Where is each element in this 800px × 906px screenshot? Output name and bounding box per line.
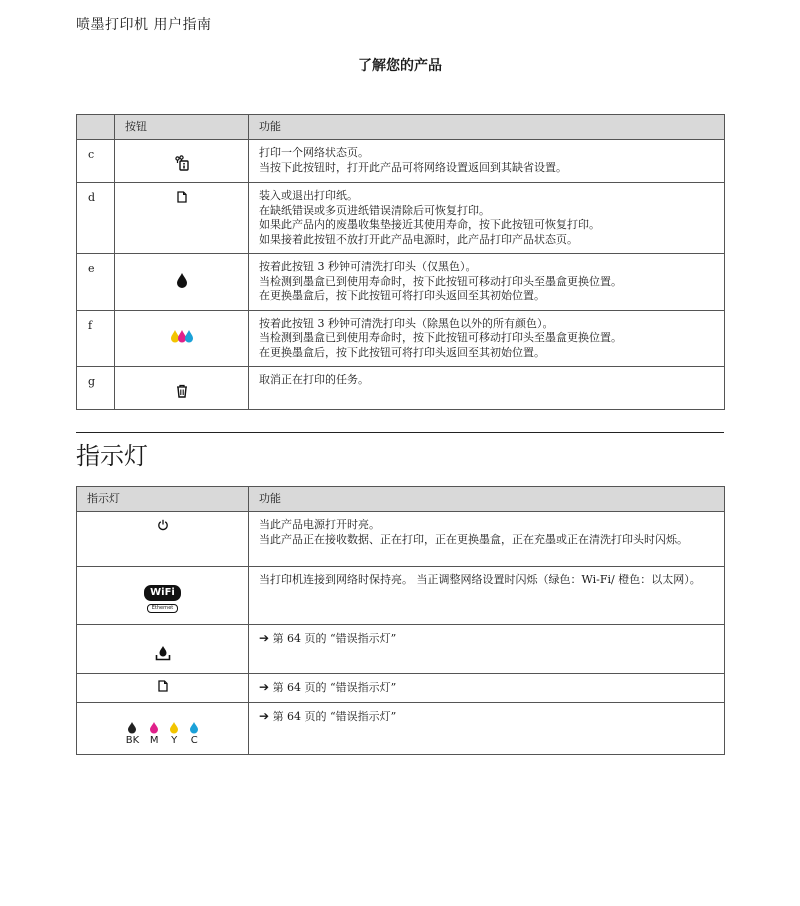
cancel-trash-icon (176, 384, 188, 398)
section-divider (76, 432, 724, 433)
column-header: 功能 (249, 115, 725, 140)
arrow-right-icon: ➔ (259, 680, 270, 694)
black-ink-drop-icon (176, 272, 188, 288)
function-line: 当检测到墨盒已到使用寿命时，按下此按钮可移动打印头至墨盒更换位置。 (259, 274, 622, 288)
wifi-ethernet-icon (78, 585, 247, 613)
ink-drop-icon (169, 721, 179, 734)
function-line: 当此产品正在接收数据、正在打印，正在更换墨盒，正在充墨或正在清洗打印头时闪烁。 (259, 532, 688, 546)
cross-reference-link[interactable]: 第 64 页的 “错误指示灯” (272, 709, 397, 723)
ink-c (189, 721, 199, 749)
arrow-right-icon: ➔ (259, 631, 270, 645)
paper-icon (177, 191, 187, 203)
paper-icon (158, 680, 168, 692)
ethernet-label: Ethernet (151, 604, 174, 611)
function-line: 如果接着此按钮不放打开此产品电源时，此产品打印产品状态页。 (259, 232, 578, 246)
power-icon (157, 519, 169, 531)
function-line: 装入或退出打印纸。 (259, 189, 358, 202)
function-line: 如果此产品内的废墨收集垫接近其使用寿命，按下此按钮可恢复打印。 (259, 218, 600, 231)
function-line: 在更换墨盒后，按下此按钮可将打印头返回至其初始位置。 (259, 345, 545, 359)
ink-levels-icon (78, 721, 247, 749)
table-row (77, 674, 725, 703)
table-row (77, 512, 725, 567)
row-letter: d (77, 183, 115, 254)
function-line: 当打印机连接到网络时保持亮。 当正调整网络设置时闪烁（绿色：Wi-Fi/ 橙色：以太网）。 (259, 573, 701, 586)
ink-label: M (149, 735, 159, 747)
table-row (77, 183, 725, 254)
arrow-right-icon: ➔ (259, 708, 270, 723)
indicators-heading: 指示灯 (76, 442, 148, 470)
function-line: 当检测到墨盒已到使用寿命时，按下此按钮可移动打印头至墨盒更换位置。 (259, 331, 622, 344)
table-row (77, 367, 725, 410)
function-line: 取消正在打印的任务。 (259, 373, 369, 386)
function-line: 在缺纸错误或多页进纸错误清除后可恢复打印。 (259, 203, 490, 217)
ink-label: Y (171, 735, 178, 747)
column-header: 指示灯 (77, 487, 249, 512)
table-row (77, 310, 725, 367)
column-header: 功能 (249, 487, 725, 512)
table-row (77, 254, 725, 311)
table-header-row (77, 115, 725, 140)
ink-drop-icon (149, 721, 159, 734)
row-letter: e (77, 254, 115, 311)
ink-label: BK (125, 735, 140, 747)
table-header-row (77, 487, 725, 512)
indicators-table (76, 486, 725, 755)
ink-bk (126, 721, 139, 749)
wifi-label: WiFi (150, 586, 175, 598)
row-letter: f (77, 310, 115, 367)
column-header: 按钮 (115, 115, 249, 140)
color-ink-drops-icon (170, 328, 194, 344)
wifi-badge (144, 585, 181, 601)
ink-m (149, 721, 159, 749)
row-letter: g (77, 367, 115, 410)
ink-drop-icon (189, 721, 199, 734)
ink-y (169, 721, 179, 749)
cross-reference-link[interactable]: 第 64 页的 “错误指示灯” (272, 681, 397, 694)
section-title: 了解您的产品 (358, 58, 442, 74)
ink-warning-icon (155, 645, 171, 661)
network-status-icon (174, 155, 190, 171)
ethernet-badge (147, 604, 179, 613)
table-row (77, 702, 725, 754)
column-header (77, 115, 115, 140)
ink-label: C (190, 735, 198, 747)
function-line: 打印一个网络状态页。 (259, 146, 369, 159)
buttons-table (76, 114, 725, 410)
table-row (77, 567, 725, 625)
table-row (77, 625, 725, 674)
function-line: 在更换墨盒后，按下此按钮可将打印头返回至其初始位置。 (259, 289, 545, 302)
function-line: 当按下此按钮时，打开此产品可将网络设置返回到其缺省设置。 (259, 160, 567, 174)
running-header: 喷墨打印机 用户指南 (76, 17, 212, 33)
function-line: 按着此按钮 3 秒钟可清洗打印头（仅黑色）。 (259, 260, 477, 273)
cross-reference-link[interactable]: 第 64 页的 “错误指示灯” (272, 632, 397, 645)
function-line: 当此产品电源打开时亮。 (259, 518, 380, 531)
ink-drop-icon (127, 721, 137, 734)
row-letter: c (77, 140, 115, 183)
function-line: 按着此按钮 3 秒钟可清洗打印头（除黑色以外的所有颜色）。 (259, 316, 554, 330)
table-row (77, 140, 725, 183)
